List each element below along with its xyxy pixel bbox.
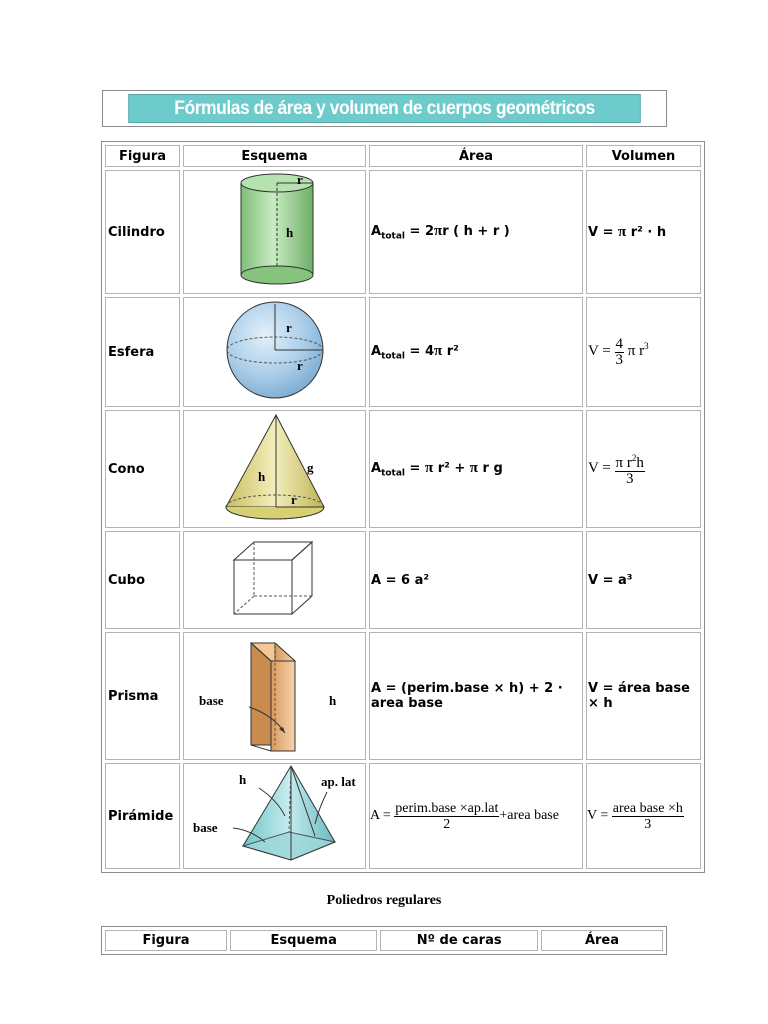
figure-name: Prisma: [105, 632, 180, 760]
cylinder-diagram: [183, 170, 366, 294]
label-h: h: [238, 772, 246, 787]
table-header-row: [105, 145, 701, 167]
prism-diagram: [183, 632, 366, 760]
figure-name: Cilindro: [105, 170, 180, 294]
page-title: Fórmulas de área y volumen de cuerpos geométricos: [128, 94, 640, 123]
volume-formula: V = $\frac{4}{3}$ π $r^3$: [586, 297, 701, 407]
volume-formula: V = a³: [586, 531, 701, 629]
formulas-table: [101, 141, 705, 873]
label-h: h: [257, 469, 265, 484]
area-formula: A = $\frac{\text{perim.base ×ap.lat}}{2}$ +area base: [369, 763, 583, 869]
figure-name: Cono: [105, 410, 180, 528]
header-caras: Nº de caras: [380, 930, 538, 951]
volume-denominator: 3: [644, 816, 652, 832]
label-r: r: [290, 492, 297, 507]
label-aplat: ap. lat: [320, 774, 356, 789]
volume-formula: V = $\frac{\text{area base ×h}}{3}$: [586, 763, 701, 869]
figure-name: Pirámide: [105, 763, 180, 869]
volume-formula: V = π r² · h: [586, 170, 701, 294]
table-row: [105, 170, 701, 294]
area-denominator: 2: [443, 816, 451, 832]
area-formula: $A_{total} = \pi$ r² + π r g: [369, 410, 583, 528]
section-subtitle: Poliedros regulares: [326, 893, 442, 908]
area-formula: $A_{total} = 2\pi r$ ( h + r ): [369, 170, 583, 294]
area-numerator: perim.base ×ap.lat: [395, 800, 499, 816]
pyramid-diagram: [183, 763, 366, 869]
label-r: r: [296, 172, 303, 187]
label-base: base: [198, 693, 224, 708]
area-tail: +area base: [499, 808, 559, 824]
regular-polyhedra-table: [101, 926, 667, 955]
header-area: Área: [369, 145, 583, 167]
volume-formula: V = área base × h: [586, 632, 701, 760]
figure-name: Cubo: [105, 531, 180, 629]
label-g: g: [306, 460, 313, 475]
area-formula: $A_{total} = 4\pi$ r²: [369, 297, 583, 407]
area-formula: A = 6 a²: [369, 531, 583, 629]
label-h: h: [285, 225, 293, 240]
header-figura: Figura: [105, 145, 180, 167]
label-r2: r: [296, 358, 303, 373]
area-formula: A = (perim.base × h) + 2 · area base: [369, 632, 583, 760]
table-header-row: [105, 930, 663, 951]
label-r: r: [285, 320, 292, 335]
sphere-diagram: [183, 297, 366, 407]
table-row: [105, 410, 701, 528]
volume-formula: V = $\frac{\pi r^2h}{3}$: [586, 410, 701, 528]
header-figura: Figura: [105, 930, 227, 951]
table-row: [105, 297, 701, 407]
volume-numerator: area base ×h: [612, 800, 683, 816]
table-row: [105, 531, 701, 629]
title-banner: [102, 90, 667, 127]
header-area: Área: [541, 930, 663, 951]
figure-name: Esfera: [105, 297, 180, 407]
table-row: [105, 632, 701, 760]
header-esquema: Esquema: [183, 145, 366, 167]
label-base: base: [192, 820, 218, 835]
cube-diagram: [183, 531, 366, 629]
header-volumen: Volumen: [586, 145, 701, 167]
cone-diagram: [183, 410, 366, 528]
table-row: [105, 763, 701, 869]
header-esquema: Esquema: [230, 930, 377, 951]
label-h: h: [328, 693, 336, 708]
